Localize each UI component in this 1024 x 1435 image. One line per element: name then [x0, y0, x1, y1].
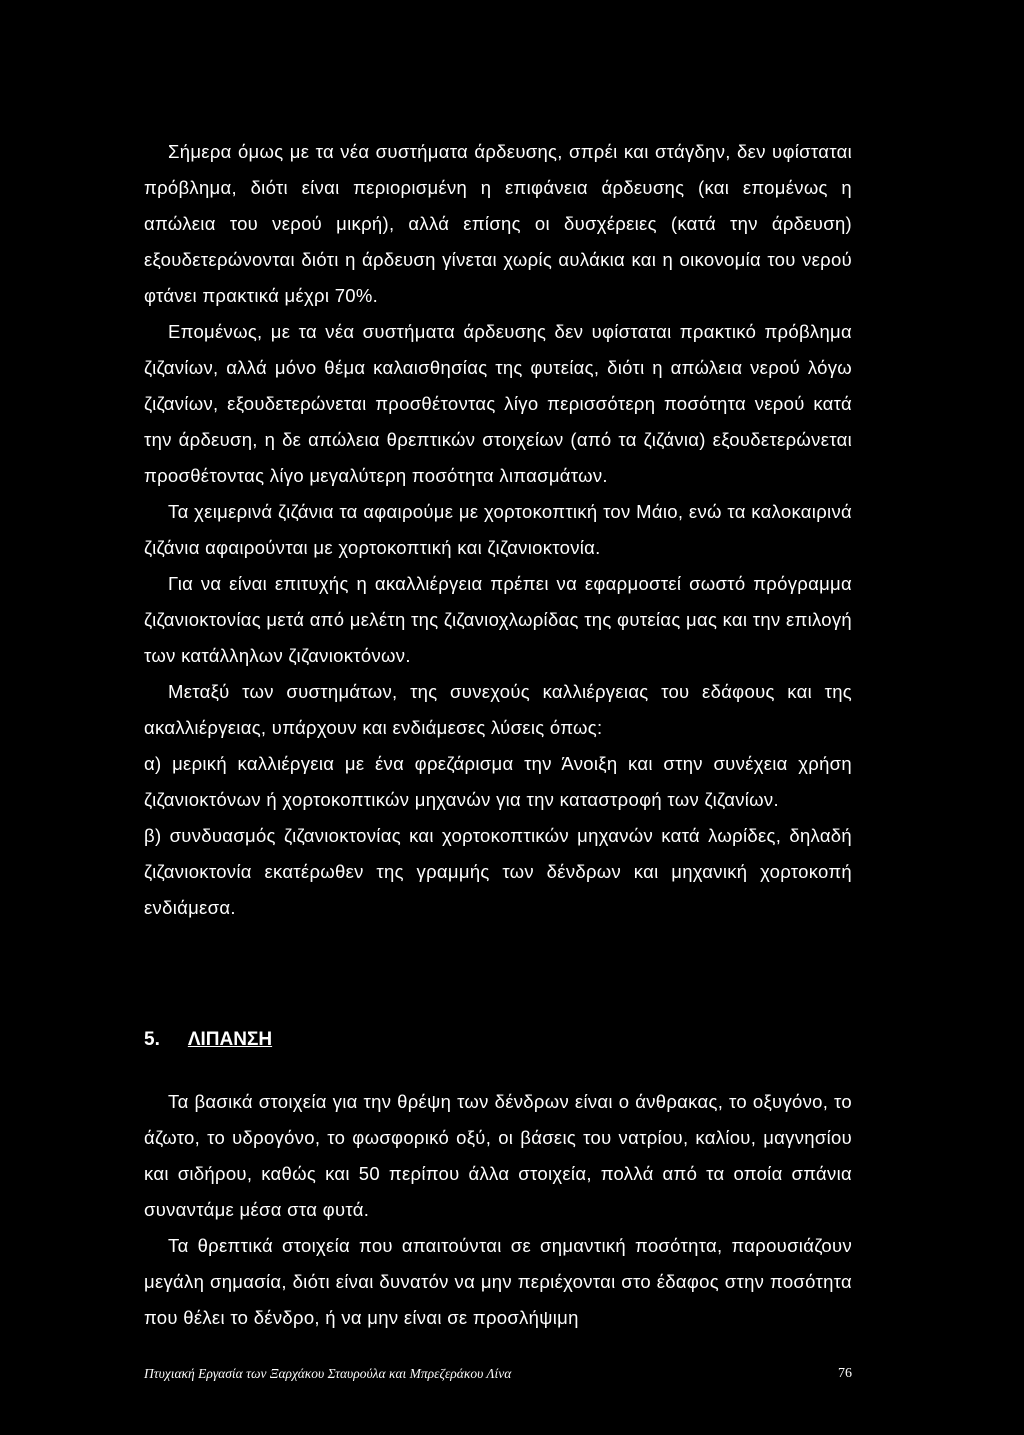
page-body — [144, 134, 852, 1336]
footer-text: Πτυχιακή Εργασία των Ξαρχάκου Σταυρούλα και Μπρεζεράκου Λίνα — [144, 1366, 512, 1381]
paragraphs-bottom — [144, 1084, 852, 1336]
section-heading — [144, 1022, 852, 1058]
section-title: ΛΙΠΑΝΣΗ — [187, 1029, 273, 1050]
paragraph-no-tillage-program: Για να είναι επιτυχής η ακαλλιέργεια πρέπει να εφαρμοστεί σωστό πρόγραμμα ζιζανιοκτονίας μετά από μελέτη της ζιζανιοχλωρίδας της φυτείας μας και την επιλογή των κατάλληλων ζιζανιοκτόνων. — [144, 573, 852, 666]
paragraph-option-b: β) συνδυασμός ζιζανιοκτονίας και χορτοκοπτικών μηχανών κατά λωρίδες, δηλαδή ζιζανιοκτονία εκατέρωθεν της γραμμής των δένδρων και μηχανική χορτοκοπή ενδιάμεσα. — [144, 825, 852, 918]
paragraph-option-a: α) μερική καλλιέργεια με ένα φρεζάρισμα την Άνοιξη και στην συνέχεια χρήση ζιζανιοκτόνων ή χορτοκοπτικών μηχανών για την καταστροφή των ζιζανίων. — [144, 753, 852, 810]
section-number: 5. — [144, 1029, 160, 1050]
page-footer — [144, 1364, 852, 1384]
paragraph-weed-problem: Επομένως, με τα νέα συστήματα άρδευσης δεν υφίσταται πρακτικό πρόβλημα ζιζανίων, αλλά μόνο θέμα καλαισθησίας της φυτείας, διότι η απώλεια νερού λόγω ζιζανίων, εξουδετερώνεται προσθέτοντας λίγο περισσότερη ποσότητα νερού κατά την άρδευση, η δε απώλεια θρεπτικών στοιχείων (από τα ζιζάνια) εξουδετερώνεται προσθέτοντας λίγο μεγαλύτερη ποσότητα λιπασμάτων. — [144, 321, 852, 486]
paragraph-irrigation-systems: Σήμερα όμως με τα νέα συστήματα άρδευσης, σπρέι και στάγδην, δεν υφίσταται πρόβλημα, διότι είναι περιορισμένη η επιφάνεια άρδευσης (και επομένως η απώλεια του νερού μικρή), αλλά επίσης οι δυσχέρειες (κατά την άρδευση) εξουδετερώνονται διότι η άρδευση γίνεται χωρίς αυλάκια και η οικονομία του νερού φτάνει πρακτικά μέχρι 70%. — [144, 141, 852, 306]
page-number: 76 — [838, 1366, 852, 1381]
paragraph-basic-elements: Τα βασικά στοιχεία για την θρέψη των δένδρων είναι ο άνθρακας, το οξυγόνο, το άζωτο, το υδρογόνο, το φωσφορικό οξύ, οι βάσεις του νατρίου, καλίου, μαγνησίου και σιδήρου, καθώς και 50 περίπου άλλα στοιχεία, πολλά από τα οποία σπάνια συναντάμε μέσα στα φυτά. — [144, 1091, 852, 1220]
paragraph-winter-weeds: Τα χειμερινά ζιζάνια τα αφαιρούμε με χορτοκοπτική τον Μάιο, ενώ τα καλοκαιρινά ζιζάνια αφαιρούνται με χορτοκοπτική και ζιζανιοκτονία. — [144, 501, 852, 558]
paragraphs-top — [144, 134, 852, 926]
paragraph-intermediate-solutions: Μεταξύ των συστημάτων, της συνεχούς καλλιέργειας του εδάφους και της ακαλλιέργειας, υπάρχουν και ενδιάμεσες λύσεις όπως: — [144, 681, 852, 738]
paragraph-nutrients: Τα θρεπτικά στοιχεία που απαιτούνται σε σημαντική ποσότητα, παρουσιάζουν μεγάλη σημασία, διότι είναι δυνατόν να μην περιέχονται στο έδαφος στην ποσότητα που θέλει το δένδρο, ή να μην είναι σε προσλήψιμη — [144, 1235, 852, 1328]
